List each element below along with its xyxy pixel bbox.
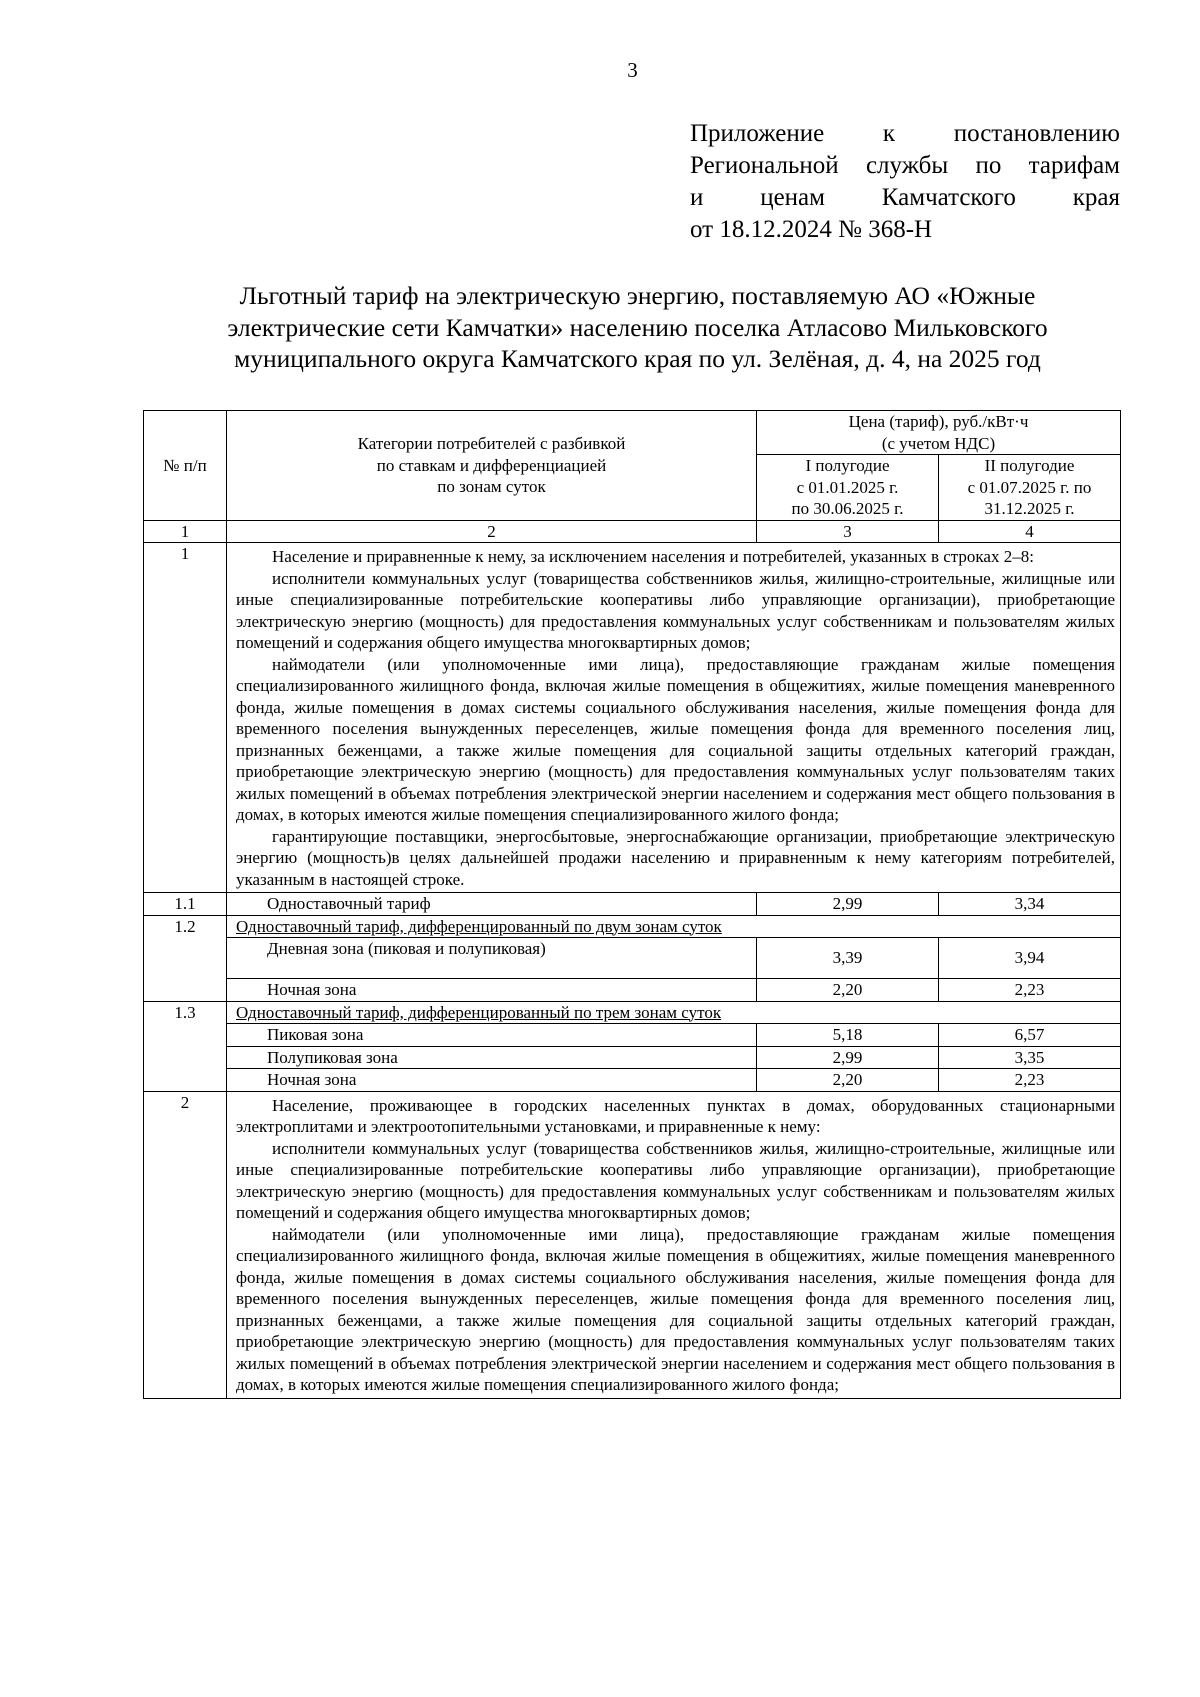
header-half-2 (939, 455, 1121, 521)
appendix-line-3: и ценам Камчатского края (690, 184, 1120, 211)
appendix-block (690, 118, 1120, 246)
table-row (144, 893, 1121, 916)
tariff-value-h2: 6,57 (939, 1024, 1121, 1047)
tariff-group-label: Одноставочный тариф, дифференцированный по двум зонам суток (227, 915, 1121, 938)
tariff-value-h1: 2,20 (757, 1069, 939, 1092)
description-paragraph: исполнители коммунальных услуг (товарищества собственников жилья, жилищно-строительные, жилищные или иные специализированные потребительские кооперативы либо управляющие организации), приобретающие электрическую энергию (мощность) для предоставления коммунальных услуг собственникам и пользователям жилых помещений и содержания общего имущества многоквартирных домов; (236, 568, 1115, 652)
tariff-value-h1: 2,20 (757, 979, 939, 1002)
tariff-group-label: Одноставочный тариф, дифференцированный по трем зонам суток (227, 1001, 1121, 1024)
tariff-value-h1: 5,18 (757, 1024, 939, 1047)
header-half-2-line-2: с 01.07.2025 г. по (967, 477, 1092, 497)
tariff-value-h1: 2,99 (757, 893, 939, 916)
description-paragraph: наймодатели (или уполномоченные ими лица), предоставляющие гражданам жилые помещения специализированного жилищного фонда, включая жилые помещения в общежитиях, жилые помещения маневренного фонда, жилые помещения в домах системы социального обслуживания населения, жилые помещения фонда для временного поселения вынужденных переселенцев, жилые помещения фонда для временного поселения лиц, признанных беженцами, а также жилые помещения для социальной защиты отдельных категорий граждан, приобретающие электрическую энергию (мощность) для предоставления коммунальных услуг пользователям таких жилых помещений в объемах потребления электрической энергии населением и содержания мест общего пользования в домах, в которых имеются жилые помещения специализированного жилого фонда; (236, 1224, 1115, 1394)
table-row (144, 1001, 1121, 1024)
tariff-value-h2: 3,34 (939, 893, 1121, 916)
description-paragraph: гарантирующие поставщики, энергосбытовые, энергоснабжающие организации, приобретающие электрическую энергию (мощность)в целях дальнейшей продажи населению и приравненным к нему категориям потребителей, указанным в настоящей строке. (236, 826, 1115, 889)
category-description (227, 1091, 1121, 1398)
title-line-1: Льготный тариф на электрическую энергию, поставляемую АО «Южные (239, 281, 1036, 310)
table-row (144, 979, 1121, 1002)
header-half-1-line-3: по 30.06.2025 г. (791, 499, 904, 518)
table-row (144, 1091, 1121, 1398)
row-number: 1.2 (144, 915, 227, 1001)
header-price-line-2: (с учетом НДС) (881, 433, 996, 453)
title-line-3: муниципального округа Камчатского края по ул. Зелёная, д. 4, на 2025 год (234, 344, 1041, 373)
appendix-line-4: от 18.12.2024 № 368-Н (690, 216, 933, 243)
row-number: 1 (144, 543, 227, 893)
description-paragraph: Население, проживающее в городских населенных пунктах в домах, оборудованных стационарными электроплитами и электроотопительными установками, и приравненные к нему: (236, 1095, 1115, 1136)
header-half-1-line-1: I полугодие (805, 456, 890, 475)
header-half-2-line-3: 31.12.2025 г. (984, 499, 1075, 518)
tariff-label: Одноставочный тариф (227, 893, 757, 916)
tariff-label: Дневная зона (пиковая и полупиковая) (227, 938, 757, 979)
tariff-value-h1: 2,99 (757, 1046, 939, 1069)
table-row (144, 938, 1121, 979)
index-cell-3: 3 (757, 520, 939, 543)
tariff-label: Ночная зона (227, 979, 757, 1002)
appendix-line-1: Приложение к постановлению (690, 120, 1120, 147)
header-row-1 (144, 411, 1121, 455)
header-price-line-1: Цена (тариф), руб./кВт·ч (848, 412, 1029, 431)
header-category-line-3: по зонам суток (437, 477, 546, 496)
tariff-value-h2: 3,94 (939, 938, 1121, 979)
tariff-value-h2: 3,35 (939, 1046, 1121, 1069)
description-paragraph: наймодатели (или уполномоченные ими лица), предоставляющие гражданам жилые помещения специализированного жилищного фонда, включая жилые помещения в общежитиях, жилые помещения маневренного фонда, жилые помещения в домах системы социального обслуживания населения, жилые помещения фонда для временного поселения вынужденных переселенцев, жилые помещения фонда для временного поселения лиц, признанных беженцами, а также жилые помещения для социальной защиты отдельных категорий граждан, приобретающие электрическую энергию (мощность) для предоставления коммунальных услуг пользователям таких жилых помещений в объемах потребления электрической энергии населением и содержания мест общего пользования в домах, в которых имеются жилые помещения специализированного жилого фонда; (236, 654, 1115, 824)
index-cell-2: 2 (227, 520, 757, 543)
header-category-line-1: Категории потребителей с разбивкой (357, 434, 626, 453)
table-row (144, 1024, 1121, 1047)
page-number: 3 (627, 58, 638, 82)
tariff-value-h1: 3,39 (757, 938, 939, 979)
header-half-1 (757, 455, 939, 521)
tariff-value-h2: 2,23 (939, 979, 1121, 1002)
table-row (144, 1046, 1121, 1069)
row-number: 2 (144, 1091, 227, 1398)
description-paragraph: Население и приравненные к нему, за исключением населения и потребителей, указанных в строках 2–8: (272, 547, 1034, 566)
header-price (757, 411, 1121, 455)
title-line-2: электрические сети Камчатки» населению поселка Атласово Мильковского (227, 312, 1048, 342)
tariff-value-h2: 2,23 (939, 1069, 1121, 1092)
tariff-table (143, 410, 1121, 1399)
table-row (144, 543, 1121, 893)
tariff-label: Полупиковая зона (227, 1046, 757, 1069)
header-half-1-line-2: с 01.01.2025 г. (796, 477, 899, 497)
index-row (144, 520, 1121, 543)
row-number: 1.3 (144, 1001, 227, 1091)
tariff-label: Ночная зона (227, 1069, 757, 1092)
appendix-line-2: Региональной службы по тарифам (690, 152, 1120, 179)
table-row (144, 1069, 1121, 1092)
table-row (144, 915, 1121, 938)
index-cell-4: 4 (939, 520, 1121, 543)
description-paragraph: исполнители коммунальных услуг (товарищества собственников жилья, жилищно-строительные, жилищные или иные специализированные потребительские кооперативы либо управляющие организации), приобретающие электрическую энергию (мощность) для предоставления коммунальных услуг собственникам и пользователям жилых помещений и содержания общего имущества многоквартирных домов; (236, 1138, 1115, 1222)
document-title (150, 280, 1125, 375)
category-description (227, 543, 1121, 893)
row-number: 1.1 (144, 893, 227, 916)
index-cell-1: 1 (144, 520, 227, 543)
header-category (227, 411, 757, 521)
tariff-label: Пиковая зона (227, 1024, 757, 1047)
header-num: № п/п (144, 411, 227, 521)
header-category-line-2: по ставкам и дифференциацией (376, 455, 607, 475)
header-half-2-line-1: II полугодие (984, 456, 1075, 475)
